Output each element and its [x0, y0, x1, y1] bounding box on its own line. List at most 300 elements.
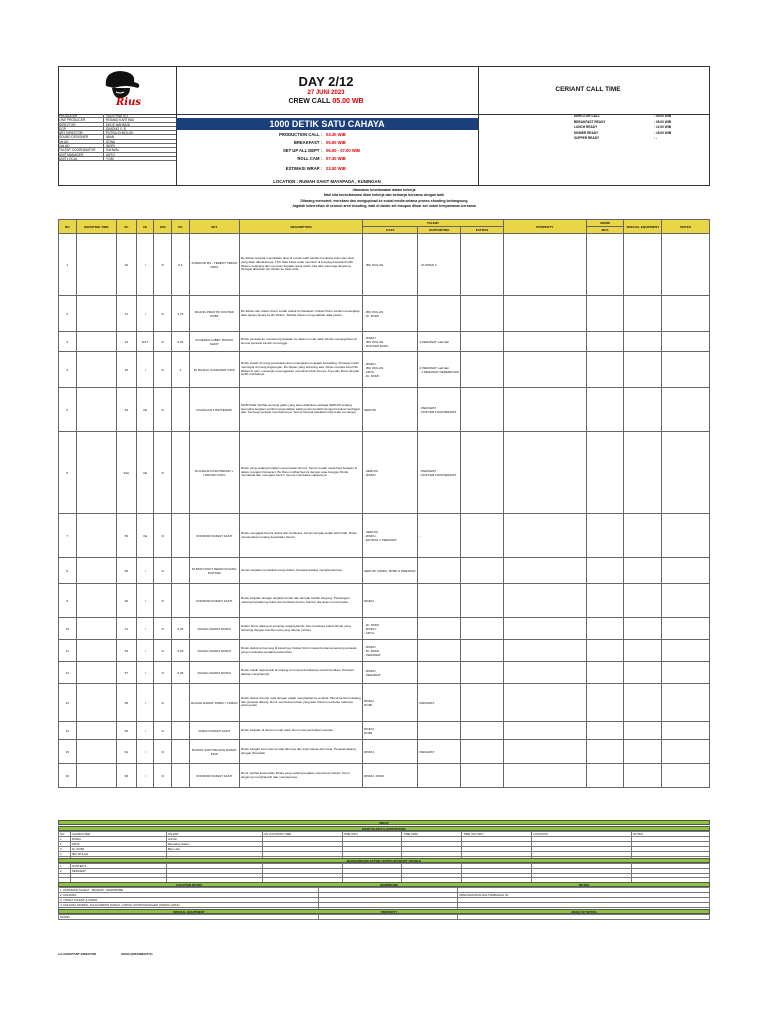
row-mua [586, 740, 624, 764]
row-special [624, 332, 662, 352]
row-no: 2 [59, 296, 77, 332]
safety-notes [58, 188, 710, 210]
schedule-row [59, 558, 710, 584]
call-label: DIRECTOR CALL [574, 114, 600, 118]
row-dn: D [154, 640, 172, 662]
row-mua [586, 662, 624, 684]
row-no: 16 [59, 764, 77, 788]
row-desc: Dokter Romi datang di samping ranjang Rindu. Dia membaca status Rindu yang terbaring dengan kondisi mata yang ditutup perban. [239, 618, 362, 640]
row-special [624, 234, 662, 296]
row-no: 11 [59, 640, 77, 662]
row-support: 2 PERAWAT Laki laki [418, 332, 461, 352]
crew-name: SAHWAL [103, 148, 176, 151]
grid-cell: 1. PARKIRAN TALENT : MAKEUP / WARDROBE [59, 888, 319, 893]
row-notes [662, 332, 710, 352]
row-property [503, 740, 586, 764]
row-special [624, 388, 662, 432]
footer-name: SONA (081238997371) [121, 952, 153, 956]
row-property [503, 234, 586, 296]
col-time: SHOOTING TIME [76, 220, 116, 234]
logo-text: Rius [116, 97, 142, 108]
row-cast: SERUNI [363, 388, 418, 432]
row-mua [586, 234, 624, 296]
row-set: TAMAN RUMAH SAKIT [189, 722, 239, 740]
row-property [503, 296, 586, 332]
row-no: 9 [59, 584, 77, 618]
schedule-row [59, 514, 710, 558]
schedule-row [59, 234, 710, 296]
row-extras [461, 332, 504, 352]
row-cast: RINDU, [363, 584, 418, 618]
row-desc: Rindu duduk di kursi roda dengan wajah menghadap ke jendela. Tak lama Romi datang dan perawat datang. Romi membuka perban yang ada. Rindu membuka matanya pelan-pelan. [239, 684, 362, 722]
row-cast: - SERUNI - RINDU [363, 432, 418, 514]
grid-cell: 2 [59, 842, 71, 847]
crew-role: ART DIRECTOR [59, 131, 83, 136]
grid-row [59, 915, 710, 920]
row-sc: 60 [116, 584, 136, 618]
location-notes-bar [58, 882, 710, 887]
grid-cell: Ramadan Salam [166, 842, 262, 847]
label: ROLL CAM : [297, 156, 322, 161]
row-time [76, 388, 116, 432]
row-ie: I/E [136, 514, 154, 558]
col-set: SET [189, 220, 239, 234]
row-desc: Rindu berjalan di taman rumah sakit. Romi menyembutkan sesuatu. [239, 722, 362, 740]
row-mua [586, 640, 624, 662]
row-notes [662, 388, 710, 432]
label: PRODUCTION CALL : [279, 132, 322, 137]
row-pg: 0,25 [172, 618, 190, 640]
row-sc: 64 [116, 388, 136, 432]
grid-cell: Jeinifer [166, 837, 262, 842]
row-cast: - SERUNI, - RINDU, - EKTRAS 2 PERAWAT. [363, 514, 418, 558]
special-title: SPECIAL EQUIPMENT [173, 910, 205, 914]
row-mua [586, 432, 624, 514]
row-time [76, 684, 116, 722]
row-extras [461, 684, 504, 722]
row-dn: D [154, 722, 172, 740]
notes-title: NOTES [578, 883, 590, 887]
row-support [418, 662, 461, 684]
grid-cell: RINDU [70, 837, 166, 842]
row-pg [172, 740, 190, 764]
row-desc: Rindu mengajak Seruni duduk dan berbicara. Seruni tampak sudah lebih baik, Rindu menanyakan tentang kesehatan Seruni. [239, 514, 362, 558]
schedule-row [59, 662, 710, 684]
grid-cell: 1 [59, 837, 71, 842]
row-no: 15 [59, 740, 77, 764]
row-dn: N [154, 662, 172, 684]
row-set: RUANG RAWAT RINDU [189, 640, 239, 662]
schedule-row [59, 618, 710, 640]
row-property [503, 388, 586, 432]
row-special [624, 722, 662, 740]
crew-list [58, 114, 176, 161]
row-set: RUANG RAWAT RINDU / TAMAN [189, 684, 239, 722]
row-time [76, 722, 116, 740]
col-talent: TALENT [363, 220, 504, 227]
row-cast: - RINDU - IBU WULAN - DOKTER ROMI, [363, 332, 418, 352]
row-cast: - RINDU, - PERAWAT. [363, 662, 418, 684]
crew-role: DIRECTOR [59, 122, 76, 127]
row-notes [662, 684, 710, 722]
row-mua [586, 296, 624, 332]
row-pg: 0,25 [172, 640, 190, 662]
row-support [418, 618, 461, 640]
row-ie: EXT [136, 332, 154, 352]
row-no: 8 [59, 558, 77, 584]
crew-name: YOBI [103, 157, 176, 160]
section-bar: MAIN TALENT & SUPPORTING [58, 826, 710, 831]
row-special [624, 684, 662, 722]
row-no: 12 [59, 662, 77, 684]
note-line: Jagalah kebersihan di seluruh area shooting, baik di dalam set maupun diluar set untuk kenyamanan bersama [292, 204, 476, 209]
setup-row [176, 148, 478, 153]
row-property [503, 514, 586, 558]
row-support: - [418, 514, 461, 558]
row-mua [586, 722, 624, 740]
production-title: 1000 DETIK SATU CAHAYA [176, 118, 478, 130]
row-desc: Rindu masih saja duduk di ranjang ini tempat dudukanya sambil berdiam. Perawat datang menghampiri. [239, 662, 362, 684]
footer-role: 1st ASSISTANT DIRECTOR [58, 952, 97, 956]
row-special [624, 640, 662, 662]
row-special [624, 584, 662, 618]
row-cast: - IBU WULAN [363, 234, 418, 296]
row-time [76, 514, 116, 558]
grid-cell: Dr. ROMI [70, 847, 166, 852]
crew-role: PRODUCER [59, 114, 78, 118]
row-notes [662, 558, 710, 584]
wardrobe-title: WARDROBE [380, 883, 398, 887]
crew-name: DIMONO V. B [103, 127, 176, 130]
row-notes [662, 662, 710, 684]
row-sc: 65 [116, 514, 136, 558]
row-desc: Rindu perawat itu mendorong bawaan ke dalam rumah sakit. Rindu menginginkan di kursus perawat sambil menunggu. [239, 332, 362, 352]
row-property [503, 332, 586, 352]
breakfast-row [176, 140, 478, 145]
row-mua [586, 764, 624, 788]
row-cast: - RINDU, - Dr. ROMI, - PERAWAT. [363, 640, 418, 662]
row-time [76, 640, 116, 662]
call-value: : 05.00 WIB [654, 119, 672, 124]
grid-cell: SUSTER 3 [70, 864, 166, 869]
grid-cell: Baim dan [166, 847, 262, 852]
row-no: 13 [59, 684, 77, 722]
crew-name: PUTRA SYMOLOK [103, 131, 176, 134]
crew-row [58, 157, 176, 161]
row-dn: D [154, 684, 172, 722]
row-property [503, 432, 586, 514]
row-support: 2 PERAWAT Laki laki - 1 PERAWAT PEREMPUAN [418, 352, 461, 388]
call-label: DINNER READY [574, 130, 599, 135]
row-set: KORIDOR RUMAH SAKIT [189, 584, 239, 618]
row-support [418, 640, 461, 662]
day-label: DAY 2/12 [298, 74, 354, 89]
row-special [624, 618, 662, 640]
row-ie: I [136, 740, 154, 764]
row-set: RUANG PRAKTIK DOKTER ROMI [189, 296, 239, 332]
row-notes [662, 722, 710, 740]
row-mua [586, 558, 624, 584]
row-desc: Rindu bangkit turun dari tempat tidurnya dan ingin keluar dari sana. Perawat datang dengan Shuwaldi. [239, 740, 362, 764]
row-support [418, 584, 461, 618]
grid-cell: 1 [59, 864, 71, 869]
row-set: KORIDOR RUMAH SAKIT [189, 514, 239, 558]
crew-name: INDRI [103, 144, 176, 147]
col-notes: NOTES [662, 220, 710, 234]
row-ie: I [136, 640, 154, 662]
label: SET UP ALL DEPT : [282, 148, 322, 153]
schedule-row [59, 432, 710, 514]
row-set: RUANGAN FISIOTERAPI [189, 388, 239, 432]
section-bar: WRAP [58, 820, 710, 825]
row-support: - SUSTER 3 [418, 234, 461, 296]
row-extras [461, 618, 504, 640]
row-ie: I [136, 618, 154, 640]
header-block [58, 66, 710, 186]
row-ie: I [136, 234, 154, 296]
row-support [418, 558, 461, 584]
schedule-table [58, 219, 710, 788]
row-cast: RINDU, ROMI [363, 764, 418, 788]
row-dn: D [154, 764, 172, 788]
loc-title: LOCATION NOTES [175, 883, 203, 887]
call-label: SUPPER READY [574, 136, 600, 141]
row-extras [461, 662, 504, 684]
row-property [503, 640, 586, 662]
row-ie: I [136, 558, 154, 584]
crew-role: SOUND DESIGNER [59, 135, 89, 140]
row-special [624, 352, 662, 388]
row-dn: D [154, 558, 172, 584]
row-property [503, 558, 586, 584]
col-supporting: SUPPORTING [418, 227, 461, 234]
row-desc: Rindu sudah di ruang perawatan dan melangkah mengajak berkeliling. Perawat masih menunjuk di ruang lingkungan, Bu Wulan yang terbaring ada. Rindu merasa tubuh Bu Wulan di satu, menangis sesenggukan memeluk tubuh ibunya. Arya dan Romi tampak sedih melihatnya. [239, 352, 362, 388]
row-pg: 1,75 [172, 296, 190, 332]
row-sc: 43 [116, 332, 136, 352]
property-title: PROPERTY [380, 910, 398, 914]
grid-cell: ON LOCATION TIME [262, 832, 342, 837]
crew-call [176, 98, 476, 105]
row-extras [461, 722, 504, 740]
call-sheet [58, 66, 710, 956]
row-extras [461, 558, 504, 584]
row-set: DI RUANG ICU/RAWAT INAP [189, 352, 239, 388]
row-cast: - RINDU, - IBU WULAN - ARYA, - Dr. ROMI, [363, 352, 418, 388]
row-dn: D [154, 618, 172, 640]
col-mua: MUA [586, 227, 624, 234]
row-extras [461, 296, 504, 332]
row-notes [662, 640, 710, 662]
row-sc: 31 [116, 618, 136, 640]
col-cast: CAST [363, 227, 418, 234]
grid-table [58, 914, 710, 920]
row-set: RUANG RAWAT RINDU [189, 618, 239, 640]
wrap-row [176, 166, 478, 171]
row-property [503, 584, 586, 618]
row-support [418, 764, 461, 788]
grid-cell [458, 915, 710, 920]
row-ie: I [136, 352, 154, 388]
row-special [624, 296, 662, 332]
row-no: 1 [59, 234, 77, 296]
row-no: 5 [59, 388, 77, 432]
row-pg [172, 388, 190, 432]
row-dn: D [154, 432, 172, 514]
row-dn: D [154, 584, 172, 618]
row-pg: 0,25 [172, 662, 190, 684]
value: 06.00 - 07.00 WIB [326, 148, 360, 153]
schedule-row [59, 684, 710, 722]
row-extras [461, 584, 504, 618]
schedule-row [59, 388, 710, 432]
row-special [624, 740, 662, 764]
row-dn: D [154, 296, 172, 332]
call-label: LUNCH READY [574, 125, 598, 130]
row-time [76, 234, 116, 296]
location: LOCATION : RUMAH SAKIT MAYAPADA , KUNINGAN [273, 179, 381, 184]
grid-cell [318, 915, 458, 920]
crew-role: TALENT COORDINATOR [59, 148, 96, 153]
crew-name: YUDI PRATITO [103, 114, 176, 117]
row-pg [172, 684, 190, 722]
label: ESTIMASI WRAP : [285, 166, 322, 171]
row-mua [586, 618, 624, 640]
col-ie: I/E [136, 220, 154, 234]
call-value: : - [654, 136, 658, 141]
row-mua [586, 332, 624, 352]
row-no: 14 [59, 722, 77, 740]
call-value: : 05.00 WIB [654, 114, 672, 118]
row-time [76, 764, 116, 788]
crew-name: ANTO [103, 153, 176, 156]
row-time [76, 618, 116, 640]
grid-cell: ARYA [70, 842, 166, 847]
row-mua [586, 684, 624, 722]
row-ie: I [136, 684, 154, 722]
schedule-row [59, 584, 710, 618]
schedule-row [59, 332, 710, 352]
crew-name: DEDE MAHMUD [103, 123, 176, 126]
crew-role: 1st AD [59, 139, 69, 144]
note-line: Mari kita berkolaborasi dlam bekerja dan berkarya bersama dengan baik [323, 193, 445, 198]
ceriant-call-title: CERIANT CALL TIME [555, 86, 621, 93]
row-support: PERAWAT [418, 684, 461, 722]
row-ie: I/E [136, 388, 154, 432]
row-mua [586, 514, 624, 558]
row-ie: I [136, 296, 154, 332]
row-sc: 60 [116, 722, 136, 740]
row-time [76, 740, 116, 764]
row-special [624, 514, 662, 558]
roll-cam-row [176, 156, 478, 161]
row-pg [172, 432, 190, 514]
note-line: Dilarang memotret, merekam dan mengupload ke sosial media selama proses shooting berlangsung [300, 198, 468, 203]
row-desc: Rindu yang sedang berjalan menemukan Seruni. Seruni sudah mulai bisa berjalan di dalam ruangan fisioterapi. Bu Ratu melihat Seruni dengan rasa bangga. Rindu mendekati dan menyapa Seruni. Seruni membalas sapaannya. [239, 432, 362, 514]
row-sc: 68 [116, 764, 136, 788]
row-set: RUMAH SAKIT DEPAN RUANG DOKTER [189, 558, 239, 584]
crew-role: UNIT LOCAL [59, 156, 78, 161]
row-notes [662, 618, 710, 640]
grid-cell: TIME (WR) [402, 832, 462, 837]
schedule-row [59, 764, 710, 788]
row-sc: 66 [116, 558, 136, 584]
schedule-row [59, 640, 710, 662]
row-set: RUANGAN FISIOTERAPI + LORONG FISIO [189, 432, 239, 514]
grid-cell: LOCATION [532, 832, 632, 837]
grid-cell: ROMIN [59, 915, 319, 920]
row-dn: D [154, 514, 172, 558]
row-pg [172, 722, 190, 740]
row-property [503, 662, 586, 684]
crew-role: UNIT MANAGER [59, 152, 84, 157]
col-no: NO [59, 220, 77, 234]
schedule-row [59, 740, 710, 764]
production-call-row [176, 132, 478, 137]
row-sc: 64A [116, 432, 136, 514]
row-property [503, 352, 586, 388]
row-set: KORIDOR RUMAH SAKIT [189, 764, 239, 788]
row-no: 6 [59, 432, 77, 514]
value: 23.00 WIB [326, 166, 346, 171]
grid-table [58, 863, 710, 883]
section-bar: BACKGROUND ACTOR / EXTRA INT-BODY DOUBLE [58, 858, 710, 863]
grid-cell: PERAWAT [70, 869, 166, 874]
call-row [482, 136, 710, 142]
row-notes [662, 296, 710, 332]
col-pg: PG [172, 220, 190, 234]
row-time [76, 662, 116, 684]
grid-cell: 3. TOILET TALENT & CREW [59, 898, 319, 903]
row-desc: Romi melihat kelemahan Rindu yang sedang berjalan menelusuri koridor. Romi langsung menghampiri dan menyapanya. [239, 764, 362, 788]
row-pg: 0,5 [172, 234, 190, 296]
row-extras [461, 388, 504, 432]
row-support: PERAWAT [418, 740, 461, 764]
col-property: PROPERTY [503, 220, 586, 234]
row-set: RUANG RAWAT RINDU [189, 662, 239, 684]
call-value: : 12.00 WIB [654, 125, 672, 130]
row-cast: - IBU WULAN - Dr. ROMI [363, 296, 418, 332]
crew-call-label: CREW CALL [288, 98, 331, 105]
grid-cell: TIME (MU) [342, 832, 402, 837]
row-desc: Bu Wulan dan dokter Romi sudah duduk berhadapan. Dokter Romi sambil menangkap data pasien bicara ke Bu Wulan. Terlihat dokter menyerahkan data pasien. [239, 296, 362, 332]
crew-name: IWAN [103, 135, 176, 138]
row-sc: 21 [116, 296, 136, 332]
grid-cell: TIME (ON SET) [462, 832, 532, 837]
row-property [503, 722, 586, 740]
grid-cell: IBU WULAN [70, 852, 166, 857]
schedule-row [59, 296, 710, 332]
row-dn: D [154, 332, 172, 352]
row-pg: 1 [172, 352, 190, 388]
row-ie: I [136, 764, 154, 788]
crew-name: RISMAD KARTINIA [103, 118, 176, 121]
crew-role: DOP [59, 126, 66, 131]
crew-call-time: 05.00 WB [332, 98, 364, 105]
row-cast: RINDU, [363, 740, 418, 764]
row-time [76, 584, 116, 618]
row-ie: I [136, 722, 154, 740]
grid-cell: TALENT [166, 832, 262, 837]
row-extras [461, 514, 504, 558]
row-pg [172, 764, 190, 788]
row-time [76, 332, 116, 352]
row-pg [172, 584, 190, 618]
row-set: RUMAH SAKIT/RUANG RAWAT INAP [189, 740, 239, 764]
grid-cell: NO [59, 832, 71, 837]
makeup-title: MAKE UP NOTES [571, 910, 597, 914]
row-ie: I [136, 662, 154, 684]
row-time [76, 432, 116, 514]
